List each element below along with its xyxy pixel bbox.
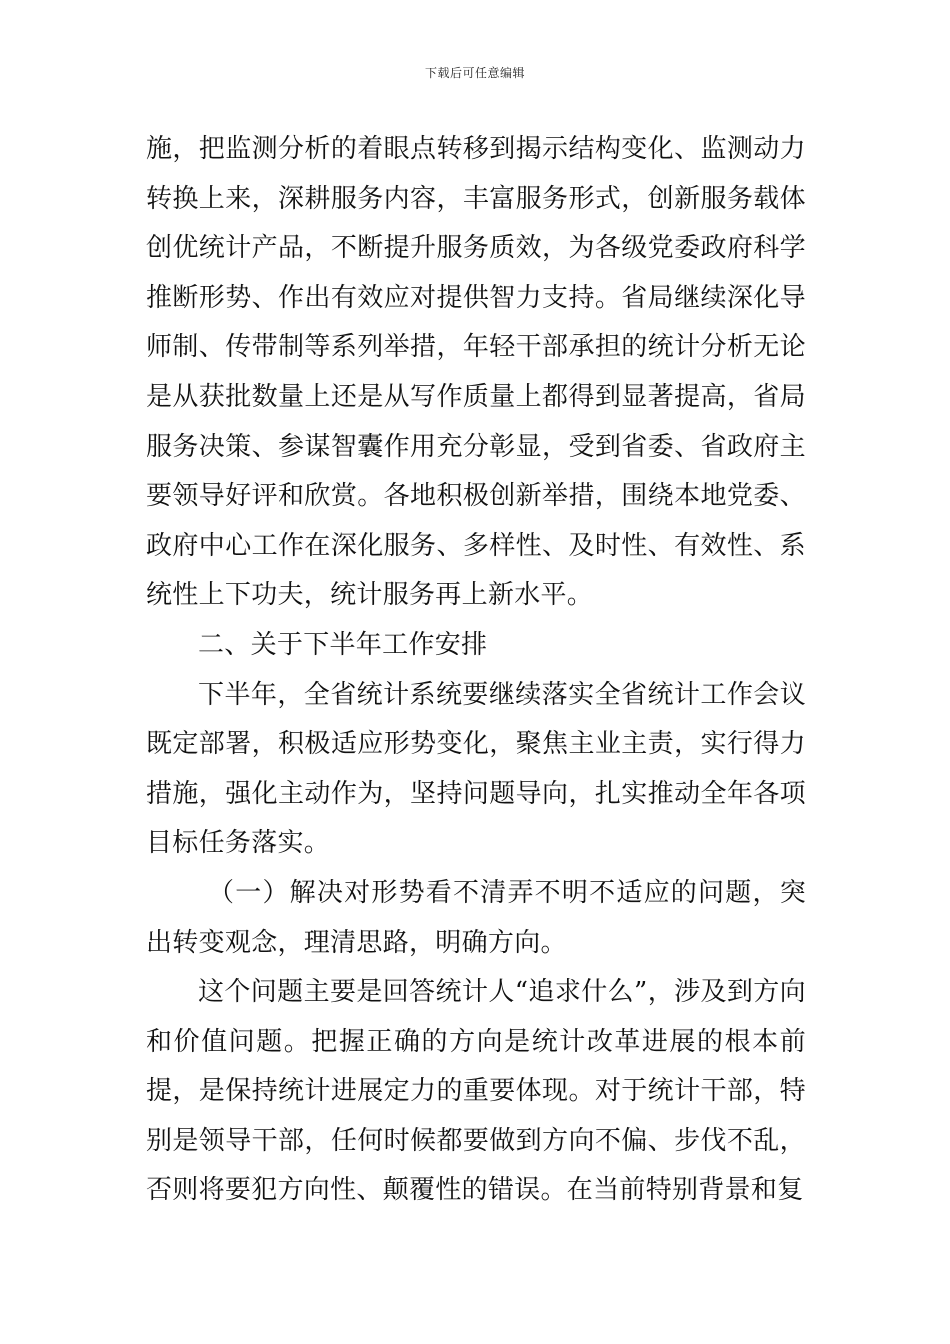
subsection-heading: （一）解决对形势看不清弄不明不适应的问题，突出转变观念，理清思路，明确方向。 xyxy=(146,877,806,958)
paragraph-continuation: 施，把监测分析的着眼点转移到揭示结构变化、监测动力转换上来，深耕服务内容，丰富服务形式，创新服务载体创优统计产品，不断提升服务质效，为各级党委政府科学推断形势、作出有效应对提供智力支持。省局继续深化导师制、传带制等系列举措，年轻干部承担的统计分析无论是从获批数量上还是从写作质量上都得到显著提高，省局服务决策、参谋智囊作用充分彰显，受到省委、省政府主要领导好评和欣赏。各地积极创新举措，围绕本地党委、政府中心工作在深化服务、多样性、及时性、有效性、系统性上下功夫，统计服务再上新水平。 xyxy=(146,134,806,611)
paragraph-direction: 这个问题主要是回答统计人“追求什么”，涉及到方向和价值问题。把握正确的方向是统计改革进展的根本前提，是保持统计进展定力的重要体现。对于统计干部，特别是领导干部，任何时候都要做到方向不偏、步伐不乱，否则将要犯方向性、颠覆性的错误。在当前特别背景和复 xyxy=(146,977,806,1206)
paragraph-second-half-plan: 下半年，全省统计系统要继续落实全省统计工作会议既定部署，积极适应形势变化，聚焦主业主责，实行得力措施，强化主动作为，坚持问题导向，扎实推动全年各项目标任务落实。 xyxy=(146,679,806,859)
page-header: 下载后可任意编辑 xyxy=(424,66,525,80)
document-body xyxy=(146,125,806,1216)
section-heading: 二、关于下半年工作安排 xyxy=(198,629,488,660)
